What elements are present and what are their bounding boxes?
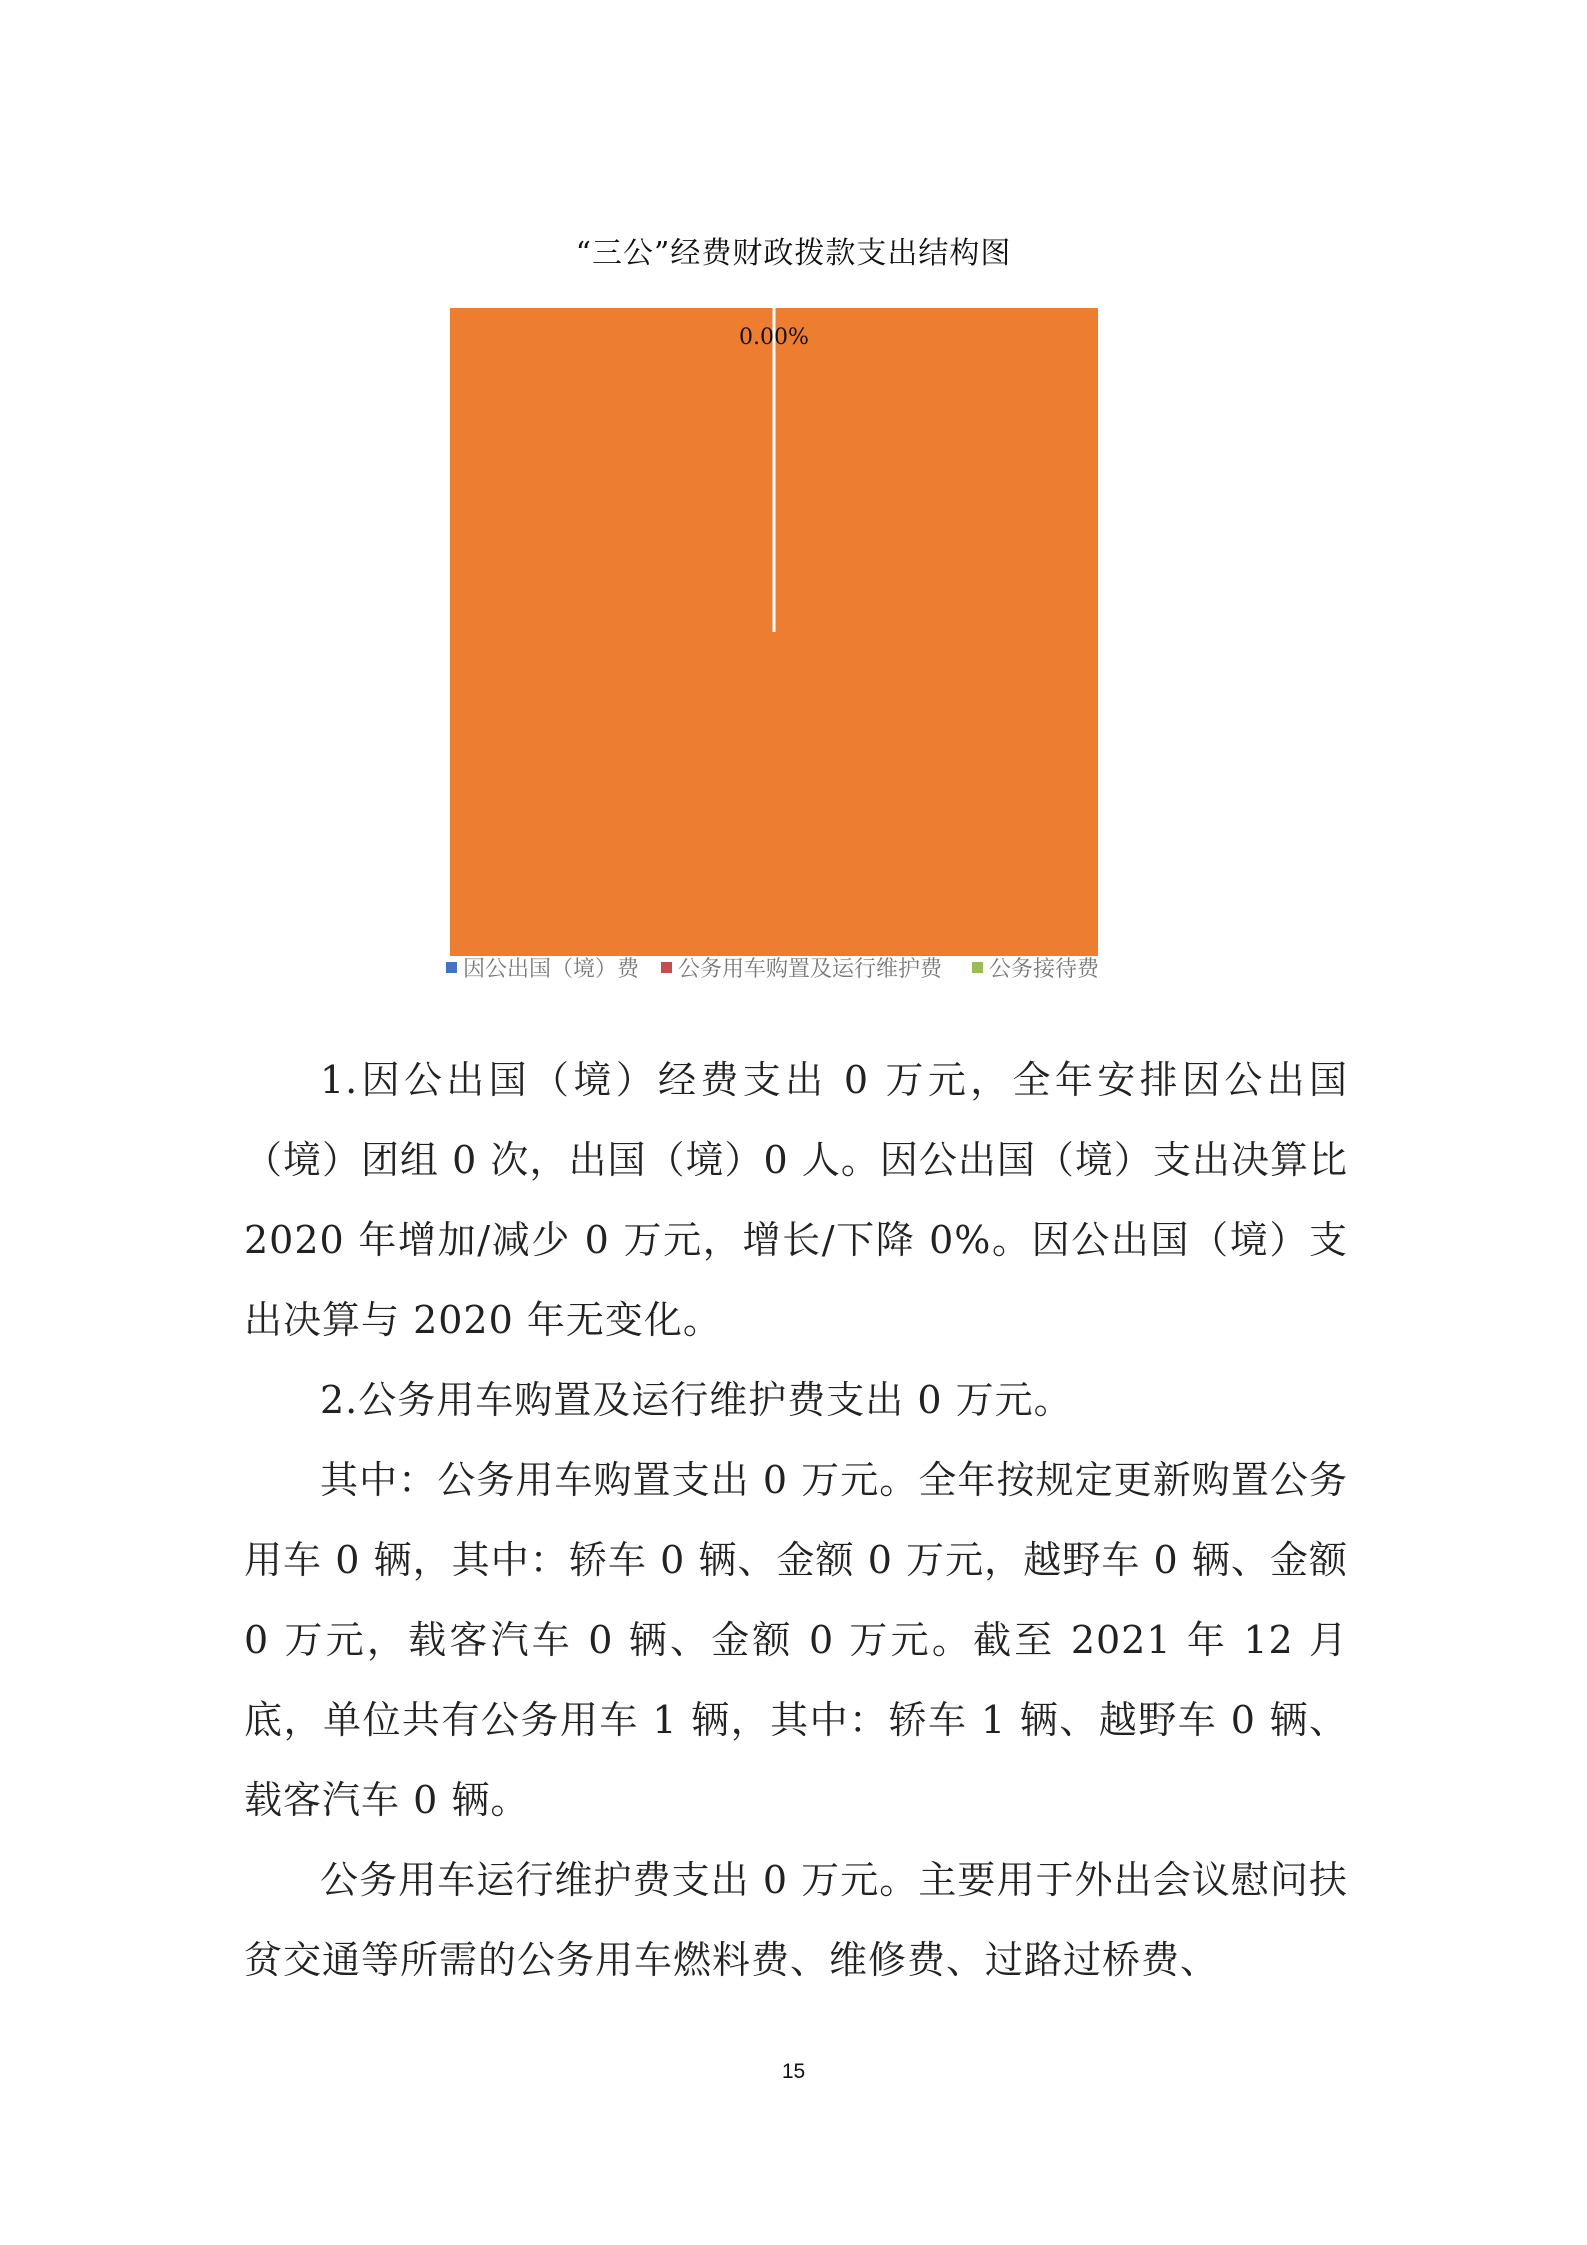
legend-swatch-2	[661, 962, 672, 973]
paragraph-2: 2.公务用车购置及运行维护费支出 0 万元。	[320, 1378, 1073, 1422]
paragraph-1: 1.因公出国（境）经费支出 0 万元，全年安排因公出国（境）团组 0 次，出国（境）0 人。因公出国（境）支出决算比 2020 年增加/减少 0 万元，增长/下降 0%。因公出国（境）支出决算与 2020 年无变化。	[244, 1058, 1348, 1342]
paragraph-4: 公务用车运行维护费支出 0 万元。主要用于外出会议慰问扶贫交通等所需的公务用车燃料费、维修费、过路过桥费、	[244, 1858, 1348, 1982]
pie-chart	[450, 308, 1098, 956]
slice-data-label: 0.00%	[739, 325, 809, 350]
legend-label-1: 因公出国（境）费	[463, 957, 640, 982]
legend-item-1	[446, 952, 639, 983]
legend-swatch-3	[972, 962, 983, 973]
page-number: 15	[781, 2060, 806, 2083]
legend-label-3: 公务接待费	[989, 957, 1100, 982]
paragraph-3: 其中：公务用车购置支出 0 万元。全年按规定更新购置公务用车 0 辆，其中：轿车 0 辆、金额 0 万元，越野车 0 辆、金额 0 万元，载客汽车 0 辆、金额 0 万元。截至 2021 年 12 月底，单位共有公务用车 1 辆，其中：轿车 1 辆、越野车 0 辆、载客汽车 0 辆。	[244, 1458, 1348, 1822]
legend-item-2	[661, 952, 942, 983]
legend-swatch-1	[446, 962, 457, 973]
legend-item-3	[972, 952, 1099, 983]
legend-label-2: 公务用车购置及运行维护费	[678, 957, 943, 982]
body-text	[244, 1040, 1348, 2000]
chart-legend	[446, 952, 1146, 982]
chart-title: “三公”经费财政拨款支出结构图	[575, 236, 1012, 271]
